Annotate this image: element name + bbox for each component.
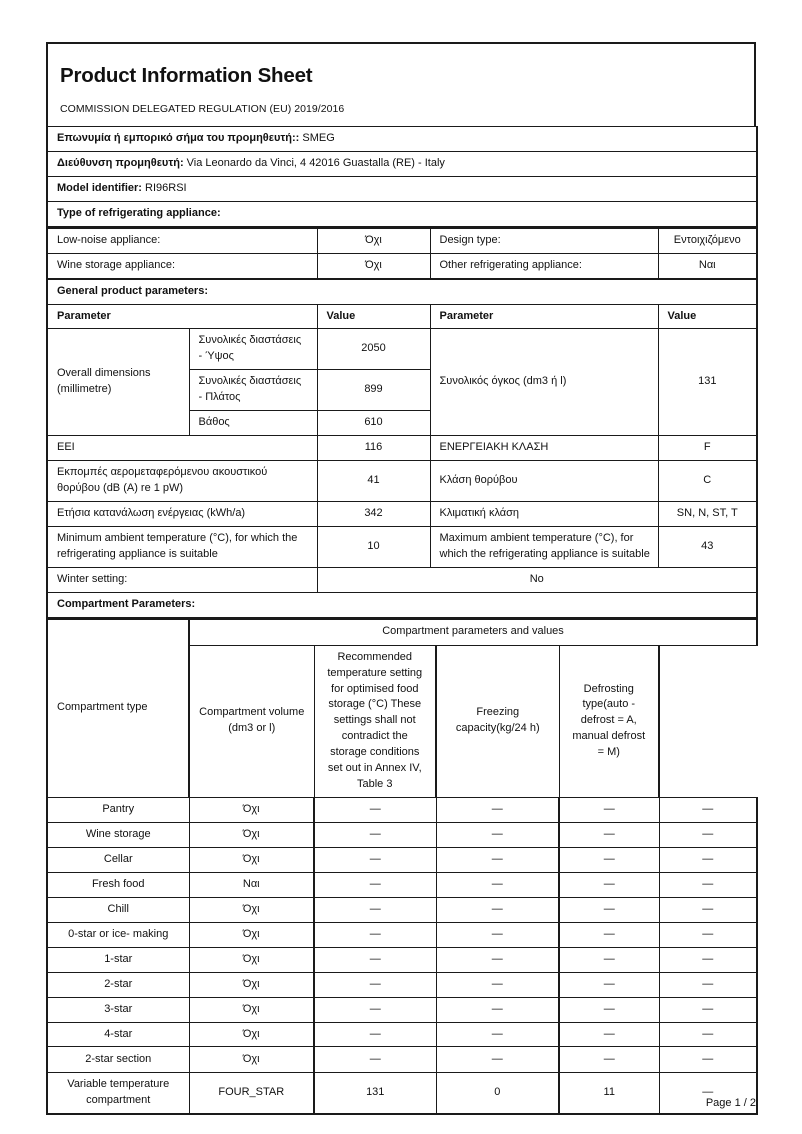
general-section-title: General product parameters:	[47, 279, 757, 304]
compartment-values-group-header: Compartment parameters and values	[189, 619, 757, 645]
compartment-temperature-cell: —	[436, 847, 559, 872]
compartment-present-cell: Όχι	[189, 847, 314, 872]
compartment-defrost-cell: —	[659, 823, 757, 848]
compartment-volume-cell: —	[314, 997, 436, 1022]
title-block	[46, 42, 756, 126]
max-ambient-temp-value: 43	[658, 526, 757, 567]
page-title: Product Information Sheet	[60, 64, 313, 87]
table-row	[47, 972, 757, 997]
compartment-freezing-cell: —	[559, 972, 659, 997]
compartment-volume-cell: —	[314, 1047, 436, 1073]
table-row	[47, 847, 757, 872]
winter-setting-label: Winter setting:	[47, 567, 317, 592]
table-row	[47, 897, 757, 922]
model-identifier-label: Model identifier:	[57, 181, 142, 194]
model-identifier-row	[47, 176, 757, 201]
table-row	[47, 526, 757, 567]
compartment-volume-cell: —	[314, 972, 436, 997]
min-ambient-temp-value: 10	[317, 526, 430, 567]
compartment-type-cell: Cellar	[47, 847, 189, 872]
table-row	[47, 947, 757, 972]
compartment-freezing-cell: —	[559, 897, 659, 922]
noise-class-label: Κλάση θορύβου	[430, 461, 658, 502]
dimension-width-value: 899	[317, 370, 430, 411]
winter-setting-value: No	[317, 567, 757, 592]
compartment-defrost-cell: —	[659, 972, 757, 997]
appliance-type-section-row	[47, 201, 757, 226]
compartment-present-cell: Όχι	[189, 997, 314, 1022]
compartment-temperature-cell: —	[436, 972, 559, 997]
compartment-group-header-row	[47, 619, 757, 645]
compartment-volume-cell: —	[314, 1022, 436, 1047]
general-section-row	[47, 279, 757, 304]
compartment-temperature-cell: —	[436, 897, 559, 922]
table-row	[47, 872, 757, 897]
compartment-freezing-cell: 11	[559, 1073, 659, 1114]
table-row	[47, 997, 757, 1022]
appliance-type-section-title: Type of refrigerating appliance:	[47, 201, 757, 226]
compartment-type-cell: Chill	[47, 897, 189, 922]
compartment-type-cell: 4-star	[47, 1022, 189, 1047]
compartment-present-cell: Όχι	[189, 1047, 314, 1073]
compartment-present-cell: Όχι	[189, 922, 314, 947]
compartment-temperature-cell: —	[436, 823, 559, 848]
table-row	[47, 922, 757, 947]
energy-class-value: F	[658, 436, 757, 461]
compartment-defrost-cell: —	[659, 1073, 757, 1114]
model-identifier-value: RI96RSI	[145, 181, 187, 194]
max-ambient-temp-label: Maximum ambient temperature (°C), for which the refrigerating appliance is suitable	[430, 526, 658, 567]
compartment-parameters-table	[46, 619, 758, 1116]
compartment-freezing-header-line2: capacity(kg/24 h)	[455, 722, 540, 735]
wine-storage-appliance-value: Όχι	[317, 253, 430, 278]
compartment-freezing-cell: —	[559, 872, 659, 897]
other-refrigerating-appliance-value: Ναι	[658, 253, 757, 278]
compartment-temperature-cell: —	[436, 1022, 559, 1047]
compartment-type-cell: Pantry	[47, 798, 189, 823]
general-header-row	[47, 304, 757, 329]
compartment-temperature-cell: 0	[436, 1073, 559, 1114]
compartment-volume-cell: —	[314, 947, 436, 972]
compartment-present-cell: FOUR_STAR	[189, 1073, 314, 1114]
compartment-volume-header-line1: Compartment volume	[199, 706, 305, 719]
climate-class-label: Κλιματική κλάση	[430, 501, 658, 526]
compartment-volume-header	[189, 645, 314, 797]
noise-emissions-label: Εκπομπές αερομεταφερόμενου ακουστικού θορύβου (dB (A) re 1 pW)	[47, 461, 317, 502]
dimension-width-label	[189, 370, 317, 411]
design-type-value: Εντοιχιζόμενο	[658, 228, 757, 253]
compartment-present-cell: Όχι	[189, 897, 314, 922]
compartment-type-cell: Fresh food	[47, 872, 189, 897]
dimension-width-label-line2: - Πλάτος	[198, 391, 241, 404]
general-header-parameter-2: Parameter	[430, 304, 658, 329]
compartment-type-cell: Wine storage	[47, 823, 189, 848]
supplier-address-row	[47, 151, 757, 176]
low-noise-value: Όχι	[317, 228, 430, 253]
dimension-height-label	[189, 329, 317, 370]
compartment-volume-cell: 131	[314, 1073, 436, 1114]
compartment-defrost-cell: —	[659, 1047, 757, 1073]
header-table	[46, 42, 756, 126]
compartment-volume-cell: —	[314, 823, 436, 848]
compartment-present-cell: Όχι	[189, 823, 314, 848]
total-volume-value: 131	[658, 329, 757, 436]
table-row	[47, 798, 757, 823]
compartment-defrost-type-header: Defrosting type(auto - defrost = A, manual defrost = M)	[559, 645, 659, 797]
low-noise-label: Low-noise appliance:	[47, 228, 317, 253]
compartment-temperature-cell: —	[436, 1047, 559, 1073]
annual-energy-label: Ετήσια κατανάλωση ενέργειας (kWh/a)	[47, 501, 317, 526]
compartment-freezing-cell: —	[559, 922, 659, 947]
compartment-type-cell: Variable temperature compartment	[47, 1073, 189, 1114]
table-row	[47, 253, 757, 278]
compartment-present-cell: Όχι	[189, 972, 314, 997]
compartment-volume-cell: —	[314, 847, 436, 872]
regulation-line: COMMISSION DELEGATED REGULATION (EU) 2019/2016	[60, 102, 345, 115]
annual-energy-value: 342	[317, 501, 430, 526]
dimension-height-label-line2: - Ύψος	[198, 350, 234, 363]
compartment-temperature-cell: —	[436, 872, 559, 897]
compartment-defrost-cell: —	[659, 798, 757, 823]
table-row	[47, 823, 757, 848]
compartment-defrost-cell: —	[659, 922, 757, 947]
supplier-brand-label: Επωνυμία ή εμπορικό σήμα του προμηθευτή::	[57, 131, 300, 144]
compartment-defrost-cell: —	[659, 997, 757, 1022]
compartment-type-cell: 3-star	[47, 997, 189, 1022]
compartment-present-cell: Όχι	[189, 947, 314, 972]
overall-dimensions-label	[47, 329, 189, 436]
compartment-volume-cell: —	[314, 897, 436, 922]
general-header-value-2: Value	[658, 304, 757, 329]
compartment-volume-cell: —	[314, 872, 436, 897]
compartment-freezing-cell: —	[559, 823, 659, 848]
energy-class-label: ΕΝΕΡΓΕΙΑΚΗ ΚΛΑΣΗ	[430, 436, 658, 461]
overall-dimensions-row-height	[47, 329, 757, 370]
supplier-address-value: Via Leonardo da Vinci, 4 42016 Guastalla (RE) - Italy	[186, 156, 445, 169]
supplier-brand-value: SMEG	[302, 131, 335, 144]
table-row	[47, 1073, 757, 1114]
table-row	[47, 1047, 757, 1073]
compartment-freezing-cell: —	[559, 1047, 659, 1073]
min-ambient-temp-label: Minimum ambient temperature (°C), for which the refrigerating appliance is suitable	[47, 526, 317, 567]
compartment-freezing-cell: —	[559, 947, 659, 972]
compartment-volume-cell: —	[314, 922, 436, 947]
compartment-defrost-cell: —	[659, 847, 757, 872]
other-refrigerating-appliance-label: Other refrigerating appliance:	[430, 253, 658, 278]
compartment-section-title: Compartment Parameters:	[47, 592, 757, 617]
compartment-freezing-capacity-header	[436, 645, 559, 797]
compartment-freezing-cell: —	[559, 798, 659, 823]
compartment-temperature-cell: —	[436, 997, 559, 1022]
compartment-volume-header-line2: (dm3 or l)	[228, 722, 276, 735]
dimension-height-value: 2050	[317, 329, 430, 370]
supplier-address-label: Διεύθυνση προμηθευτή:	[57, 156, 184, 169]
overall-dimensions-label-line1: Overall dimensions	[57, 367, 151, 380]
dimension-depth-label: Βάθος	[189, 411, 317, 436]
dimension-depth-value: 610	[317, 411, 430, 436]
product-information-sheet	[46, 42, 756, 1115]
total-volume-label: Συνολικός όγκος (dm3 ή l)	[430, 329, 658, 436]
dimension-height-label-line1: Συνολικές διαστάσεις	[198, 334, 302, 347]
compartment-type-cell: 2-star section	[47, 1047, 189, 1073]
table-row	[47, 436, 757, 461]
compartment-temperature-header: Recommended temperature setting for optimised food storage (°C) These settings shall not contradict the storage conditions set out in Annex IV, Table 3	[314, 645, 436, 797]
compartment-section-row	[47, 592, 757, 617]
compartment-freezing-cell: —	[559, 997, 659, 1022]
table-row	[47, 1022, 757, 1047]
compartment-present-cell: Όχι	[189, 1022, 314, 1047]
dimension-width-label-line1: Συνολικές διαστάσεις	[198, 375, 302, 388]
table-row	[47, 461, 757, 502]
noise-emissions-value: 41	[317, 461, 430, 502]
compartment-present-cell: Όχι	[189, 798, 314, 823]
eei-value: 116	[317, 436, 430, 461]
compartment-freezing-header-line1: Freezing	[476, 706, 520, 719]
noise-class-value: C	[658, 461, 757, 502]
design-type-label: Design type:	[430, 228, 658, 253]
compartment-freezing-cell: —	[559, 1022, 659, 1047]
compartment-freezing-cell: —	[559, 847, 659, 872]
compartment-temperature-cell: —	[436, 947, 559, 972]
appliance-type-table	[46, 228, 758, 279]
page-footer: Page 1 / 2	[705, 1097, 756, 1109]
compartment-type-header: Compartment type	[47, 619, 189, 797]
compartment-defrost-cell: —	[659, 872, 757, 897]
compartment-type-cell: 0-star or ice- making	[47, 922, 189, 947]
compartment-type-cell: 2-star	[47, 972, 189, 997]
compartment-temperature-cell: —	[436, 922, 559, 947]
compartment-defrost-cell: —	[659, 1022, 757, 1047]
table-row	[47, 501, 757, 526]
winter-setting-row	[47, 567, 757, 592]
compartment-temperature-cell: —	[436, 798, 559, 823]
compartment-present-cell: Ναι	[189, 872, 314, 897]
supplier-brand-row	[47, 126, 757, 151]
table-row	[47, 228, 757, 253]
general-header-parameter-1: Parameter	[47, 304, 317, 329]
supplier-table	[46, 126, 758, 228]
compartment-type-cell: 1-star	[47, 947, 189, 972]
general-header-value-1: Value	[317, 304, 430, 329]
compartment-defrost-cell: —	[659, 947, 757, 972]
climate-class-value: SN, N, ST, T	[658, 501, 757, 526]
overall-dimensions-label-line2: (millimetre)	[57, 383, 112, 396]
wine-storage-appliance-label: Wine storage appliance:	[47, 253, 317, 278]
compartment-volume-cell: —	[314, 798, 436, 823]
general-parameters-table	[46, 279, 758, 619]
eei-label: EEI	[47, 436, 317, 461]
compartment-defrost-cell: —	[659, 897, 757, 922]
